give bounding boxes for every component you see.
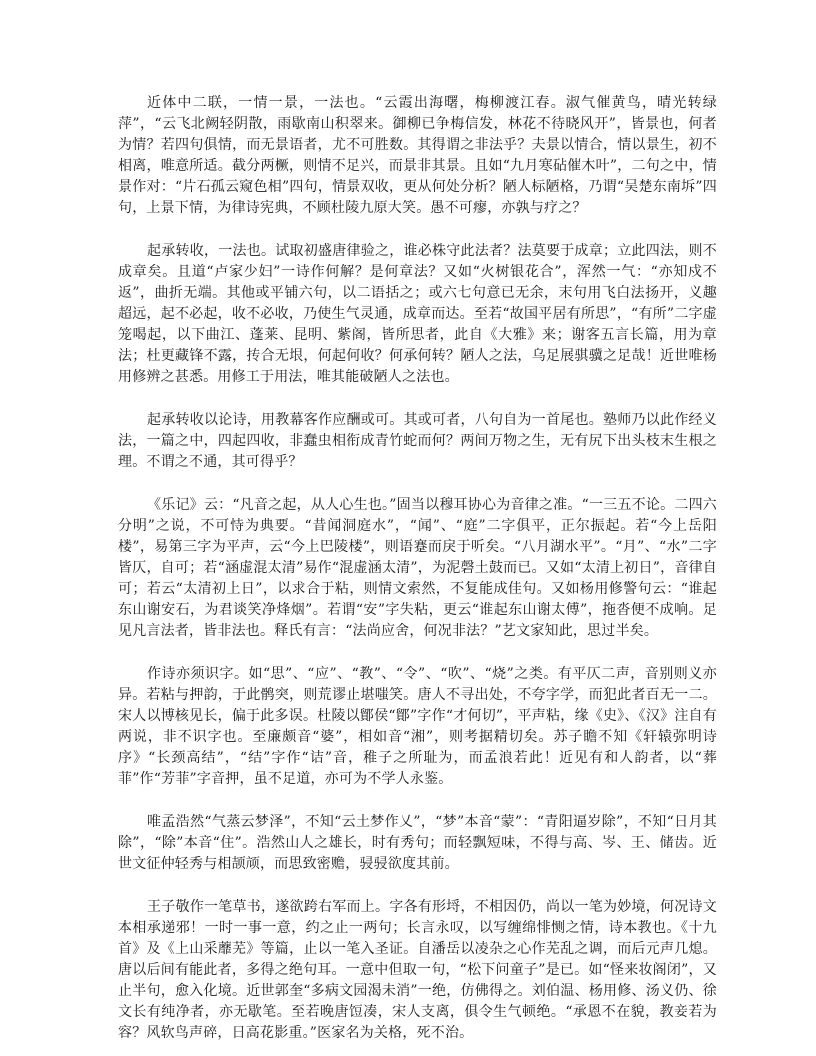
paragraph: 王子敬作一笔草书，遂欲跨右军而上。字各有形埒，不相因仍，尚以一笔为妙境，何况诗文本相承递邪！一时一事一意，约之止一两句；长言永叹，以写缠绵悱恻之情，诗本教也。《十九首》及《上山采蘼芜》等篇，止以一笔入圣证。自潘岳以凌杂之心作芜乱之调，而后元声几熄。唐以后间有能此者，多得之绝句耳。一意中但取一句，“松下问童子”是已。如“怪来妆阁闭”，又止半句，愈入化境。近世郭奎“多病文园渴未消”一绝，仿佛得之。刘伯温、杨用修、汤义仍、徐文长有纯净者，亦无歇笔。至若晚唐饾凑，宋人支离，俱令生气顿绝。“承恩不在貌，教妾若为容？风软鸟声碎，日高花影重。”医家名为关格，死不治。 [118, 899, 717, 1041]
paragraph: 《乐记》云：“凡音之起，从人心生也。”固当以穆耳协心为音律之准。“一三五不论。二四六分明”之说，不可恃为典要。“昔闻洞庭水”，“闻”、“庭”二字俱平，正尔振起。若“今上岳阳楼”，易第三字为平声，云“今上巴陵楼”，则语蹇而戾于听矣。“八月湖水平”。“月”、“水”二字皆仄，自可；若“涵虚混太清”易作“混虚涵太清”，为泥磬土鼓而已。又如“太清上初日”，音律自可；若云“太清初上日”，以求合于粘，则情文索然，不复能成佳句。又如杨用修警句云：“谁起东山谢安石，为君谈笑净烽烟”。若谓“安”字失粘，更云“谁起东山谢太傅”，拖沓便不成响。足见凡言法者，皆非法也。释氏有言：“法尚应舍，何况非法？”艺文家知此，思过半矣。 [118, 497, 717, 639]
paragraph: 近体中二联，一情一景，一法也。“云霞出海曙，梅柳渡江春。淑气催黄鸟，晴光转绿萍”，“云飞北阙轻阴散，雨歇南山积翠来。御柳已争梅信发，林花不待晓风开”，皆景也，何者为情？若四句俱情，而无景语者，尤不可胜数。其得谓之非法乎？夫景以情合，情以景生，初不相离，唯意所适。截分两橛，则情不足兴，而景非其景。且如“九月寒砧催木叶”，二句之中，情景作对：“片石孤云窥色相”四句，情景双收，更从何处分析？陋人标陋格，乃谓“吴楚东南坼”四句，上景下情，为律诗宪典，不顾杜陵九原大笑。愚不可瘳，亦孰与疗之？ [118, 95, 717, 216]
paragraph: 起承转收以论诗，用教幕客作应酬或可。其或可者，八句自为一首尾也。塾师乃以此作经义法，一篇之中，四起四收，非蠢虫相衔成青竹蛇而何？两间万物之生，无有尻下出头枝末生根之理。不谓之不通，其可得乎？ [118, 412, 717, 470]
paragraph: 唯孟浩然“气蒸云梦泽”，不知“云土梦作乂”，“梦”本音“蒙”：“青阳逼岁除”，不知“日月其除”，“除”本音“住”。浩然山人之雄长，时有秀句；而轻飘短味，不得与高、岑、王、储齿。近世文征仲轻秀与相颉颃，而思致密赡，骎骎欲度其前。 [118, 814, 717, 872]
paragraph: 起承转收，一法也。试取初盛唐律验之，谁必株守此法者？法莫要于成章；立此四法，则不成章矣。且道“卢家少妇”一诗作何解？是何章法？又如“火树银花合”，浑然一气：“亦知戍不返”，曲折无端。其他或平铺六句，以二语括之；或六七句意已无余，末句用飞白法扬开，义趣超远，起不必起，收不必收，乃使生气灵通，成章而达。至若“故国平居有所思”，“有所”二字虚笼喝起，以下曲江、蓬莱、昆明、紫阁，皆所思者，此自《大雅》来；谢客五言长篇，用为章法；杜更藏锋不露，抟合无垠，何起何收？何承何转？陋人之法，乌足展骐骥之足哉！近世唯杨用修辨之甚悉。用修工于用法，唯其能破陋人之法也。 [118, 243, 717, 385]
paragraph: 作诗亦须识字。如“思”、“应”、“教”、“令”、“吹”、“烧”之类。有平仄二声，音别则义亦异。若粘与押韵，于此鹘突，则荒谬止堪嗤笑。唐人不寻出处，不夸字学，而犯此者百无一二。宋人以博核见长，偏于此多误。杜陵以鄮侯“鄮”字作“才何切”，平声粘，缘《史》、《汉》注自有两说，非不识字也。至廉颇音“婆”，相如音“湘”，则考据精切矣。苏子瞻不知《轩辕弥明诗序》“长颈高结”，“结”字作“诘”音，稚子之所耻为，而孟浪若此！近见有和人韵者，以“葬菲”作“芳菲”字音押，虽不足道，亦可为不学人永鉴。 [118, 666, 717, 787]
